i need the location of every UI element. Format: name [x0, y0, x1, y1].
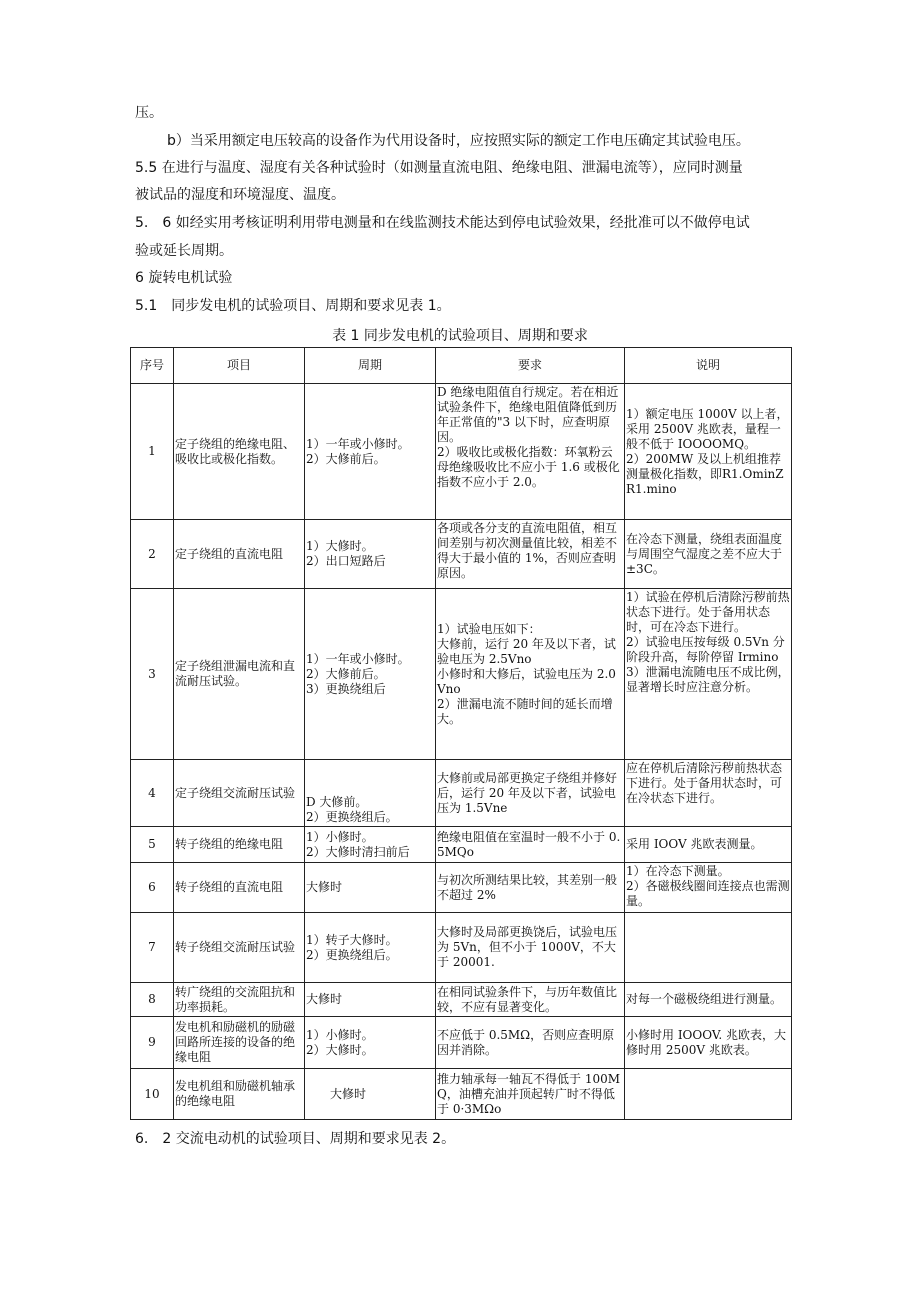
paragraph-voltage-end: 压。 [135, 105, 163, 121]
row-requirement: 推力轴承每一轴瓦不得低于 100MQ，油槽充油并顶起转广时不得低于 0·3MΩo [436, 1069, 625, 1120]
row-item: 转子绕组的直流电阻 [174, 863, 305, 913]
row-period: 1）一年或小修时。 2）大修前后。 [305, 384, 436, 520]
table-row [131, 589, 792, 760]
row-note [625, 1069, 792, 1120]
row-item: 转广绕组的交流阻抗和功率损耗。 [174, 983, 305, 1017]
paragraph-5-5-line2: 被试品的湿度和环境湿度、温度。 [135, 187, 345, 203]
row-note: 采用 IOOV 兆欧表测量。 [625, 827, 792, 863]
row-period: 大修时 [305, 1069, 436, 1120]
table-row [131, 827, 792, 863]
row-note: 在冷态下测量，绕组表面温度与周围空气湿度之差不应大于±3C。 [625, 520, 792, 589]
row-number: 3 [131, 589, 174, 760]
row-item: 定子绕组的绝缘电阻、吸收比或极化指数。 [174, 384, 305, 520]
row-period: D 大修前。 2）更换绕组后。 [305, 760, 436, 827]
row-number: 4 [131, 760, 174, 827]
header-number: 序号 [131, 348, 174, 384]
row-requirement: 绝缘电阻值在室温时一般不小于 0.5MQo [436, 827, 625, 863]
row-note: 1）额定电压 1000V 以上者，采用 2500V 兆欧表，量程一般不低于 IOOOOMQ。 2）200MW 及以上机组推荐测量极化指数，即R1.OminZR1.mino [625, 384, 792, 520]
row-period: 1）大修时。 2）出口短路后 [305, 520, 436, 589]
row-number: 5 [131, 827, 174, 863]
generator-test-table [130, 347, 792, 1120]
header-note: 说明 [625, 348, 792, 384]
table-row [131, 1069, 792, 1120]
row-item: 发电机和励磁机的励磁回路所连接的设备的绝缘电阻 [174, 1017, 305, 1069]
header-item: 项目 [174, 348, 305, 384]
table-header-row [131, 348, 792, 384]
row-number: 10 [131, 1069, 174, 1120]
row-requirement: 与初次所测结果比较，其差别一般不超过 2% [436, 863, 625, 913]
row-number: 7 [131, 913, 174, 983]
row-period: 1）一年或小修时。 2）大修前后。 3）更换绕组后 [305, 589, 436, 760]
row-requirement: 大修时及局部更换饶后，试验电压为 5Vn，但不小于 1000V，不大于 20001. [436, 913, 625, 983]
table-row [131, 760, 792, 827]
row-item: 发电机组和励磁机轴承的绝缘电阻 [174, 1069, 305, 1120]
row-note: 1）试验在停机后清除污秽前热状态下进行。处于备用状态时，可在冷态下进行。 2）试验电压按每级 0.5Vn 分阶段升高，每阶停留 Irmino 3）泄漏电流随电压不成比例，显著增长时应注意分析。 [625, 589, 792, 760]
row-number: 8 [131, 983, 174, 1017]
section-heading-rotating-machines: 6 旋转电机试验 [135, 270, 233, 286]
table-row [131, 1017, 792, 1069]
row-requirement: D 绝缘电阻值自行规定。若在相近试验条件下，绝缘电阻值降低到历年正常值的"3 以下时，应查明原因。 2）吸收比或极化指数：环氧粉云母绝缘吸收比不应小于 1.6 或极化指数不应小于 2.0。 [436, 384, 625, 520]
table-row [131, 384, 792, 520]
row-requirement: 在相同试验条件下，与历年数值比较，不应有显著变化。 [436, 983, 625, 1017]
header-period: 周期 [305, 348, 436, 384]
row-requirement: 不应低于 0.5MΩ，否则应查明原因并消除。 [436, 1017, 625, 1069]
row-note: 应在停机后清除污秽前热状态下进行。处于备用状态时，可在冷状态下进行。 [625, 760, 792, 827]
table-caption: 表 1 同步发电机的试验项目、周期和要求 [332, 328, 588, 344]
row-number: 2 [131, 520, 174, 589]
header-requirement: 要求 [436, 348, 625, 384]
table-row [131, 863, 792, 913]
row-item: 定子绕组泄漏电流和直流耐压试验。 [174, 589, 305, 760]
row-period: 1）小修时。 2）大修时。 [305, 1017, 436, 1069]
row-item: 定子绕组交流耐压试验 [174, 760, 305, 827]
paragraph-5-6-line2: 验或延长周期。 [135, 243, 233, 259]
paragraph-5-5-line1: 5.5 在进行与温度、湿度有关各种试验时（如测量直流电阻、绝缘电阻、泄漏电流等），应同时测量 [135, 160, 743, 176]
row-period: 1）小修时。 2）大修时清扫前后 [305, 827, 436, 863]
row-requirement: 1）试验电压如下： 大修前，运行 20 年及以下者，试验电压为 2.5Vno 小修时和大修后，试验电压为 2.0Vno 2）泄漏电流不随时间的延长而增大。 [436, 589, 625, 760]
table-row [131, 913, 792, 983]
row-number: 9 [131, 1017, 174, 1069]
table-row [131, 520, 792, 589]
paragraph-substitute-equipment: b）当采用额定电压较高的设备作为代用设备时，应按照实际的额定工作电压确定其试验电压。 [167, 133, 750, 149]
row-period: 大修时 [305, 983, 436, 1017]
row-item: 转子绕组交流耐压试验 [174, 913, 305, 983]
paragraph-6-2: 6. 2 交流电动机的试验项目、周期和要求见表 2。 [135, 1131, 456, 1147]
row-number: 1 [131, 384, 174, 520]
row-note: 小修时用 IOOOV. 兆欧表，大修时用 2500V 兆欧表。 [625, 1017, 792, 1069]
row-note: 1）在冷态下测量。 2）各磁极线圈间连接点也需测量。 [625, 863, 792, 913]
paragraph-5-6-line1: 5. 6 如经实用考核证明利用带电测量和在线监测技术能达到停电试验效果，经批准可以不做停电试 [135, 215, 750, 231]
row-number: 6 [131, 863, 174, 913]
row-item: 定子绕组的直流电阻 [174, 520, 305, 589]
paragraph-5-1: 5.1 同步发电机的试验项目、周期和要求见表 1。 [135, 298, 451, 314]
row-period: 1）转子大修时。 2）更换绕组后。 [305, 913, 436, 983]
row-requirement: 各项或各分支的直流电阻值，相互间差别与初次测量值比较，相差不得大于最小值的 1%，否则应查明原因。 [436, 520, 625, 589]
row-note [625, 913, 792, 983]
row-note: 对每一个磁极绕组进行测量。 [625, 983, 792, 1017]
row-period: 大修时 [305, 863, 436, 913]
row-item: 转子绕组的绝缘电阻 [174, 827, 305, 863]
table-row [131, 983, 792, 1017]
row-requirement: 大修前或局部更换定子绕组并修好后，运行 20 年及以下者，试验电压为 1.5Vne [436, 760, 625, 827]
